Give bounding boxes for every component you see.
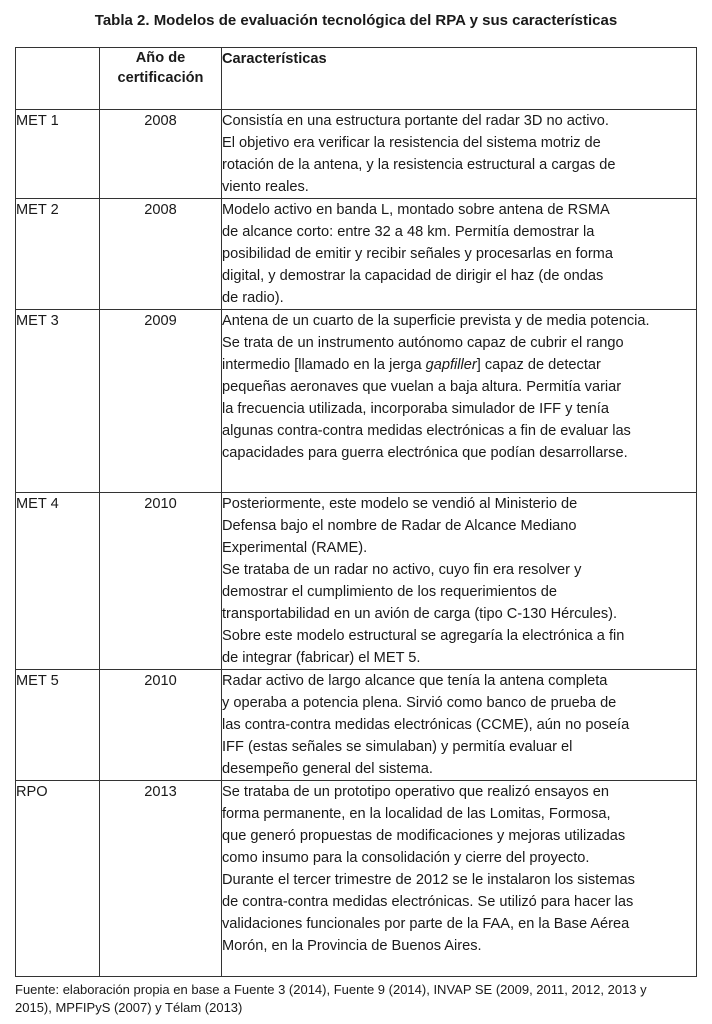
text-line: IFF (estas señales se simulaban) y permitía evaluar el [222,739,573,755]
text-line: Modelo activo en banda L, montado sobre antena de RSMA [222,202,610,218]
text-line: forma permanente, en la localidad de las Lomitas, Formosa, [222,806,611,822]
table-row [16,781,697,977]
table-header-row [16,48,697,110]
row-characteristics [222,310,697,493]
text-line: Defensa bajo el nombre de Radar de Alcance Mediano [222,518,577,534]
row-characteristics [222,110,697,199]
header-year [100,48,222,110]
text-line: de integrar (fabricar) el MET 5. [222,650,421,666]
text-line: que generó propuestas de modificaciones y mejoras utilizadas [222,828,626,844]
text-line: pequeñas aeronaves que vuelan a baja altura. Permitía variar [222,379,622,395]
text-line: Sobre este modelo estructural se agregaría la electrónica a fin [222,628,625,644]
text-line: las contra-contra medidas electrónicas (CCME), aún no poseía [222,717,630,733]
text-line: la frecuencia utilizada, incorporaba simulador de IFF y tenía [222,401,609,417]
row-year: 2010 [100,670,222,781]
row-model: MET 3 [16,310,100,493]
text-line: Durante el tercer trimestre de 2012 se le instalaron los sistemas [222,872,635,888]
text-line: Antena de un cuarto de la superficie prevista y de media potencia. [222,313,650,329]
text-line: de alcance corto: entre 32 a 48 km. Permitía demostrar la [222,224,595,240]
text-fragment: ] capaz de detectar [476,357,601,373]
rpa-models-table [15,47,697,977]
row-year: 2008 [100,110,222,199]
text-line: Experimental (RAME). [222,540,368,556]
header-year-line: Año de [135,50,186,66]
text-line: transportabilidad en un avión de carga (tipo C-130 Hércules). [222,606,618,622]
row-year: 2010 [100,493,222,670]
text-line [222,354,696,376]
text-fragment: intermedio [llamado en la jerga [222,357,426,373]
row-model: MET 4 [16,493,100,670]
text-line: como insumo para la consolidación y cierre del proyecto. [222,850,590,866]
source-line: Fuente: elaboración propia en base a Fuente 3 (2014), Fuente 9 (2014), INVAP SE (2009, 2011, 2012, 2013 y [15,982,647,997]
table-row [16,110,697,199]
text-line: El objetivo era verificar la resistencia del sistema motriz de [222,135,601,151]
table-row [16,199,697,310]
text-line: demostrar el cumplimiento de los requerimientos de [222,584,558,600]
row-year: 2013 [100,781,222,977]
text-line: Se trataba de un radar no activo, cuyo fin era resolver y [222,562,582,578]
text-line: validaciones funcionales por parte de la FAA, en la Base Aérea [222,916,630,932]
row-year: 2008 [100,199,222,310]
text-line: desempeño general del sistema. [222,761,433,777]
italic-term: gapfiller [425,357,477,373]
text-line: Radar activo de largo alcance que tenía la antena completa [222,673,608,689]
text-line: algunas contra-contra medidas electrónicas a fin de evaluar las [222,423,631,439]
table-row [16,670,697,781]
table-caption: Tabla 2. Modelos de evaluación tecnológica del RPA y sus características [94,12,618,29]
header-characteristics: Características [222,48,697,110]
row-model: MET 1 [16,110,100,199]
text-line: de radio). [222,290,284,306]
text-line: viento reales. [222,179,309,195]
row-model: MET 2 [16,199,100,310]
header-year-line: certificación [117,70,204,86]
text-line: y operaba a potencia plena. Sirvió como banco de prueba de [222,695,617,711]
text-line: Se trataba de un prototipo operativo que realizó ensayos en [222,784,609,800]
source-line: 2015), MPFIPyS (2007) y Télam (2013) [15,1000,243,1015]
row-characteristics [222,781,697,977]
row-characteristics [222,670,697,781]
row-model: RPO [16,781,100,977]
text-line: capacidades para guerra electrónica que podían desarrollarse. [222,445,628,461]
source-note [15,981,705,1017]
header-model [16,48,100,110]
table-row [16,493,697,670]
text-line: Se trata de un instrumento autónomo capaz de cubrir el rango [222,335,624,351]
row-characteristics [222,199,697,310]
text-line: Morón, en la Provincia de Buenos Aires. [222,938,482,954]
row-characteristics [222,493,697,670]
text-line: de contra-contra medidas electrónicas. Se utilizó para hacer las [222,894,634,910]
text-line: rotación de la antena, y la resistencia estructural a cargas de [222,157,616,173]
table-row [16,310,697,493]
text-line: Posteriormente, este modelo se vendió al Ministerio de [222,496,578,512]
text-line: posibilidad de emitir y recibir señales y procesarlas en forma [222,246,613,262]
text-line: Consistía en una estructura portante del radar 3D no activo. [222,113,609,129]
text-line: digital, y demostrar la capacidad de dirigir el haz (de ondas [222,268,604,284]
row-year: 2009 [100,310,222,493]
row-model: MET 5 [16,670,100,781]
